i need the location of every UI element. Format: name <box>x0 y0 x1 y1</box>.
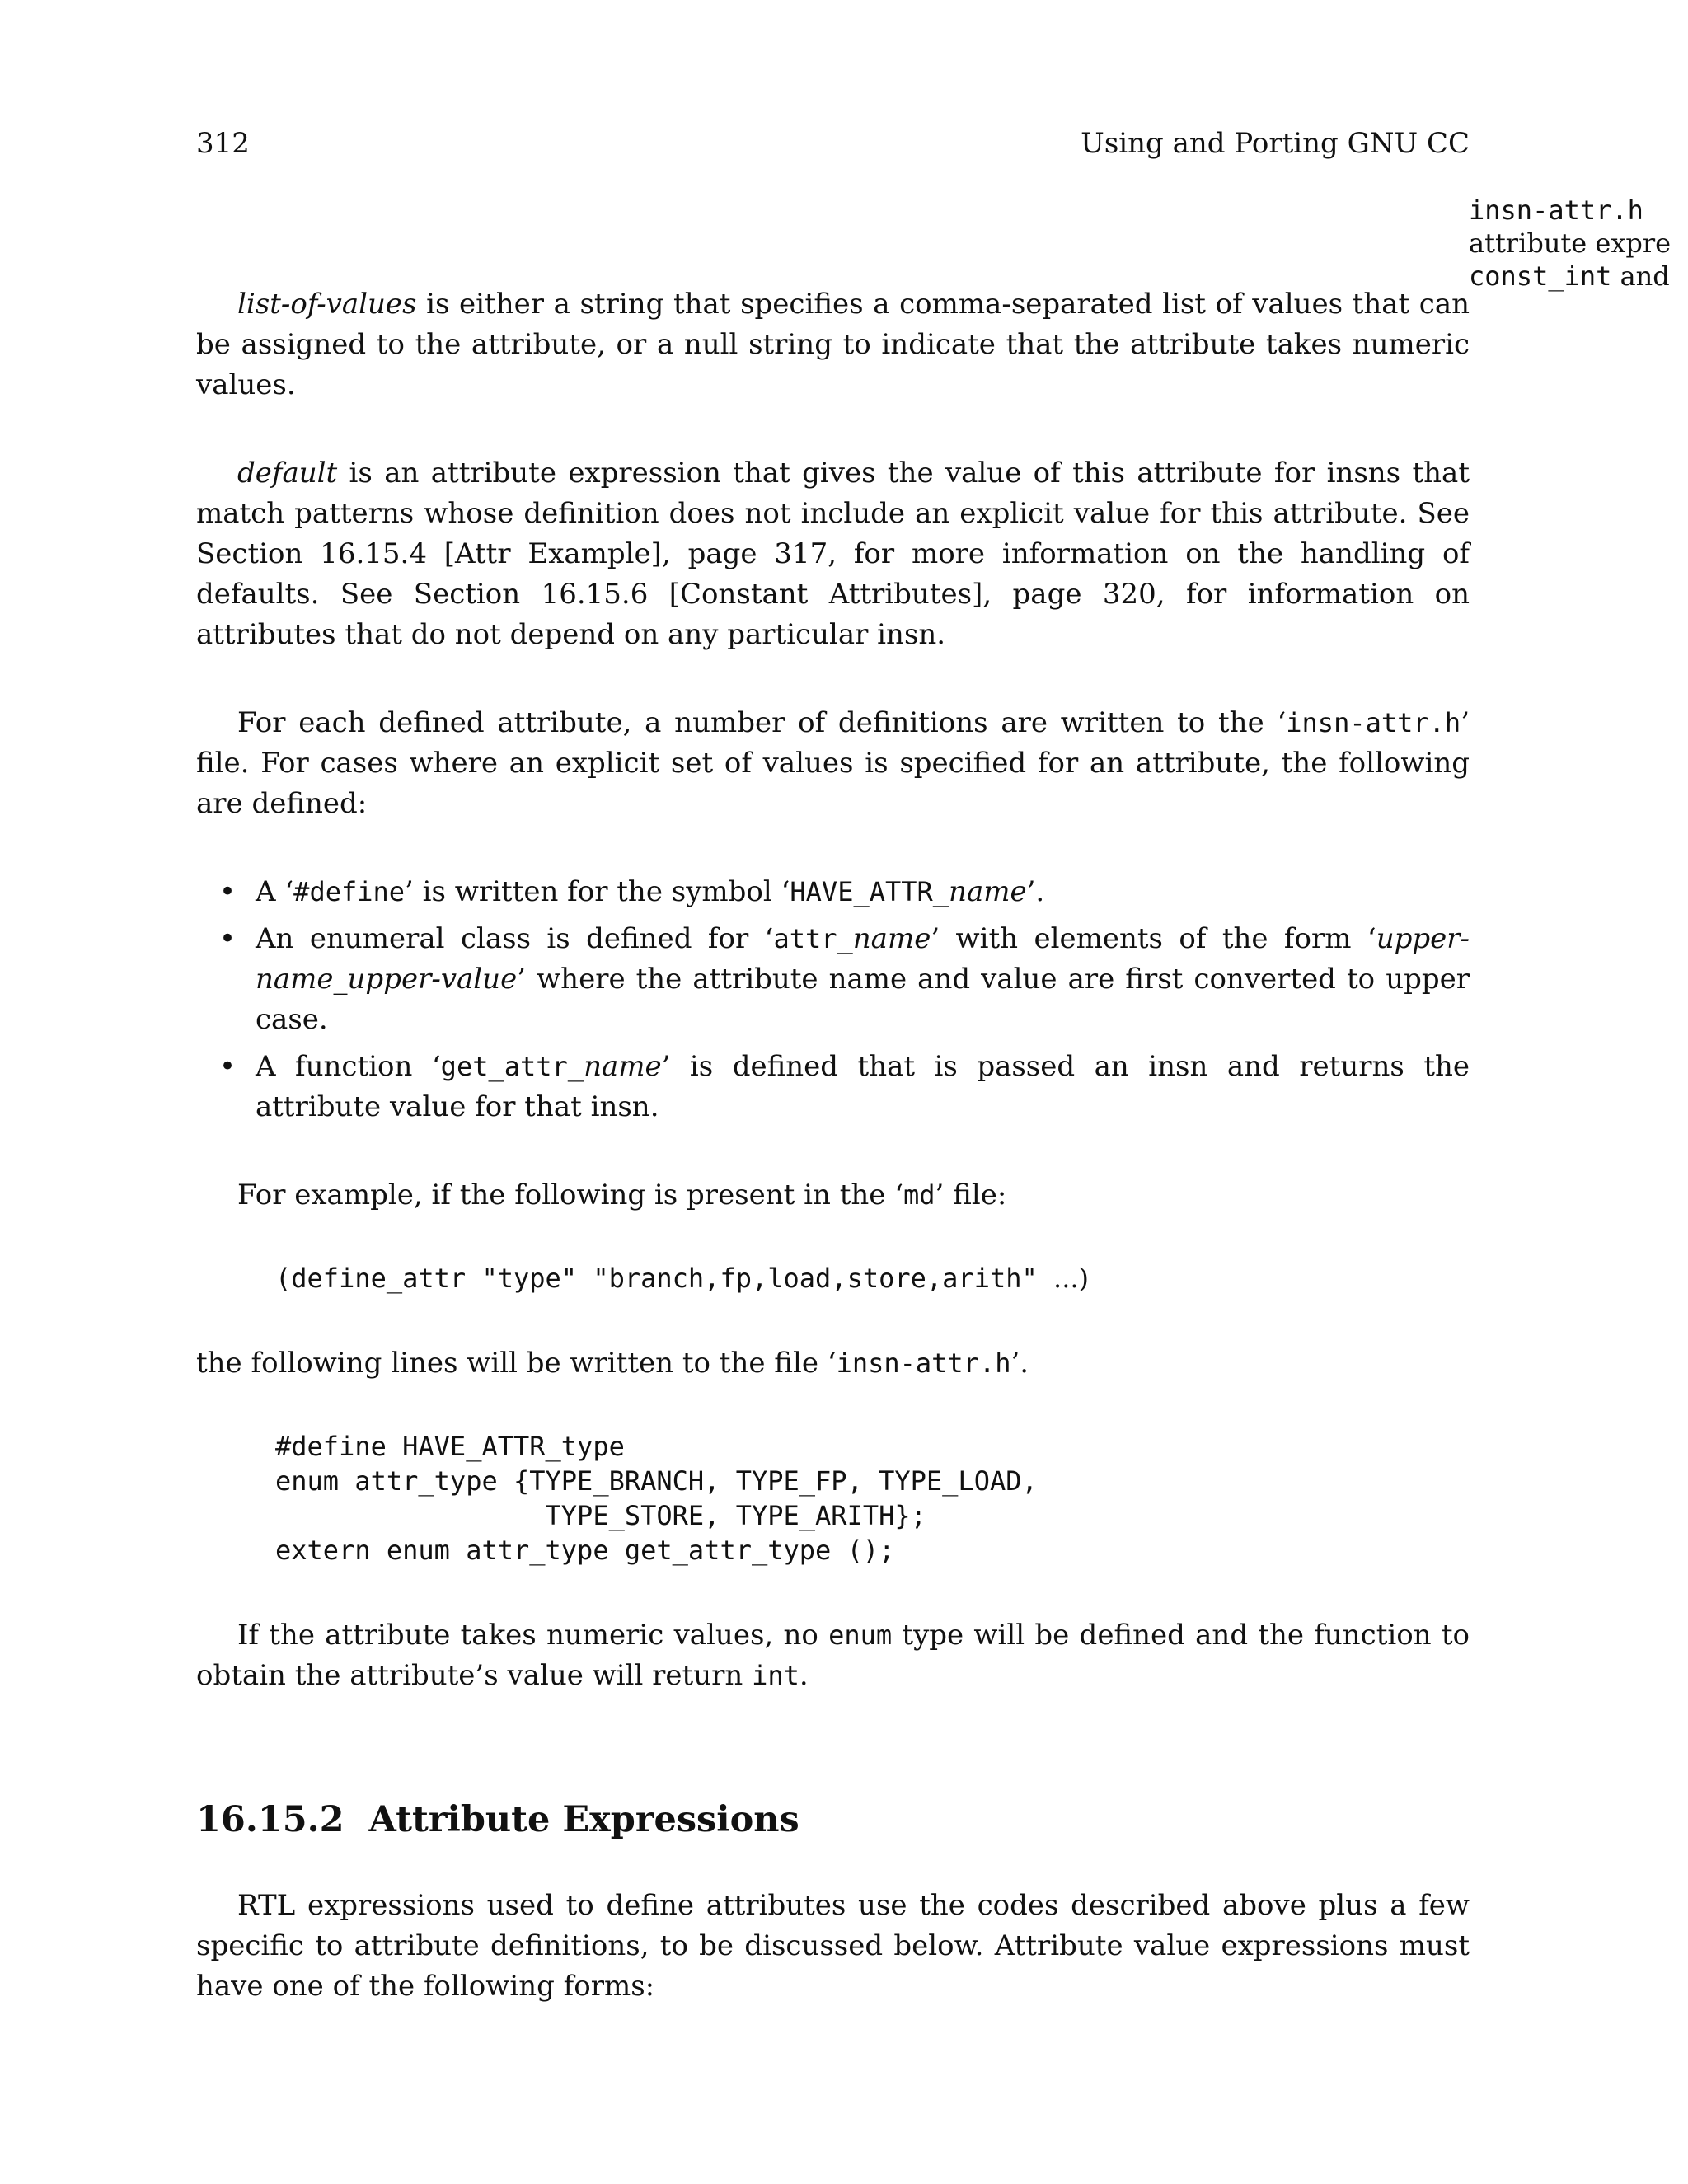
text-run: ’ file: <box>935 1179 1007 1212</box>
code-insn-attr-h: insn-attr.h <box>1286 707 1461 738</box>
var-name: name <box>852 922 931 955</box>
section-number: 16.15.2 <box>196 1799 345 1840</box>
term-default: default <box>237 457 338 490</box>
code-text: (define_attr "type" "branch,fp,load,store,arith" <box>275 1263 1054 1294</box>
text-run: ’ with elements of the form ‘ <box>931 922 1376 955</box>
margin-note-line-2: attribute expre <box>1469 227 1672 259</box>
page-header <box>196 124 1470 173</box>
margin-note-code: const_int <box>1469 260 1612 292</box>
text-run: ’. <box>1010 1347 1029 1380</box>
paragraph-rtl-expressions: RTL expressions used to define attributes use the codes described above plus a few specific to attribute definitions, to be discussed below. Attribute value expressions must have one of the following forms: <box>196 1889 1470 2003</box>
paragraph-text: is either a string that specifies a comma-separated list of values that can be assigned to the attribute, or a null string to indicate that the attribute takes numeric values. <box>196 288 1470 401</box>
margin-note-text: and <box>1611 260 1670 292</box>
paragraph-text: is an attribute expression that gives the value of this attribute for insns that match patterns whose definition does not include an explicit value for this attribute. See Section 16.15.4 [Attr Example], page 317, for more information on the handling of defaults. See Section 16.15.6 [Constant Attributes], page 320, for information on attributes that do not depend on any particular insn. <box>196 457 1470 651</box>
paragraph-definitions <box>196 703 1470 824</box>
list-item <box>196 872 1470 912</box>
text-run: . <box>799 1659 809 1692</box>
margin-note <box>1469 194 1688 293</box>
text-run: An enumeral class is defined for ‘ <box>256 922 774 955</box>
code-define: #define <box>293 876 406 907</box>
code-generated-header: #define HAVE_ATTR_type enum attr_type {TYPE_BRANCH, TYPE_FP, TYPE_LOAD, TYPE_STORE, TYPE_ARITH}; extern enum attr_type get_attr_type (); <box>275 1431 1038 1566</box>
paragraph-numeric-values <box>196 1615 1470 1696</box>
bullet-icon: • <box>219 922 237 955</box>
code-enum: enum <box>828 1619 893 1651</box>
var-name: name <box>584 1050 662 1083</box>
text-run: A ‘ <box>256 875 294 908</box>
code-attr: attr_ <box>773 923 853 954</box>
bullet-icon: • <box>219 875 237 908</box>
text-run: type will be defined and the function to obtain the attribute’s value will return <box>196 1619 1470 1692</box>
section-heading <box>196 1795 1470 1844</box>
list-item <box>196 919 1470 1040</box>
paragraph-following-lines <box>196 1343 1470 1384</box>
text-run: If the attribute takes numeric values, no <box>237 1619 829 1652</box>
page-number: 312 <box>196 127 250 160</box>
text-run: For example, if the following is present in the ‘ <box>237 1179 903 1212</box>
page-body <box>196 284 1470 2007</box>
margin-note-line-1: insn-attr.h <box>1469 194 1643 226</box>
bullet-icon: • <box>219 1050 237 1083</box>
code-insn-attr-h: insn-attr.h <box>836 1347 1011 1379</box>
list-item <box>196 1047 1470 1127</box>
paragraph-default <box>196 453 1470 655</box>
paragraph-list-of-values <box>196 284 1470 405</box>
text-run: ’ file. For cases where an explicit set of values is specified for an attribute, the following are defined: <box>196 706 1470 820</box>
var-upper-name: upper-name_upper-value <box>256 922 1470 996</box>
code-ellipsis: ...) <box>1053 1263 1090 1294</box>
text-run: ’ is written for the symbol ‘ <box>405 875 790 908</box>
paragraph-example <box>196 1175 1470 1216</box>
running-title: Using and Porting GNU CC <box>1081 127 1470 160</box>
code-have-attr: HAVE_ATTR_ <box>790 876 950 907</box>
text-run: the following lines will be written to the file ‘ <box>196 1347 837 1380</box>
text-run: A function ‘ <box>256 1050 441 1083</box>
text-run: ’. <box>1026 875 1045 908</box>
code-define-attr <box>196 1261 1470 1296</box>
code-get-attr: get_attr_ <box>440 1051 584 1082</box>
margin-note-line-3 <box>1469 260 1688 293</box>
section-title: Attribute Expressions <box>368 1799 799 1840</box>
code-int: int <box>752 1660 799 1691</box>
code-md: md <box>903 1179 935 1211</box>
text-run: For each defined attribute, a number of definitions are written to the ‘ <box>237 706 1287 739</box>
text-run: ’ is defined that is passed an insn and returns the attribute value for that insn. <box>256 1050 1470 1123</box>
term-list-of-values: list-of-values <box>237 288 417 321</box>
var-name: name <box>949 875 1027 908</box>
text-run: ’ where the attribute name and value are first converted to upper case. <box>256 963 1470 1036</box>
definitions-list <box>196 872 1470 1127</box>
